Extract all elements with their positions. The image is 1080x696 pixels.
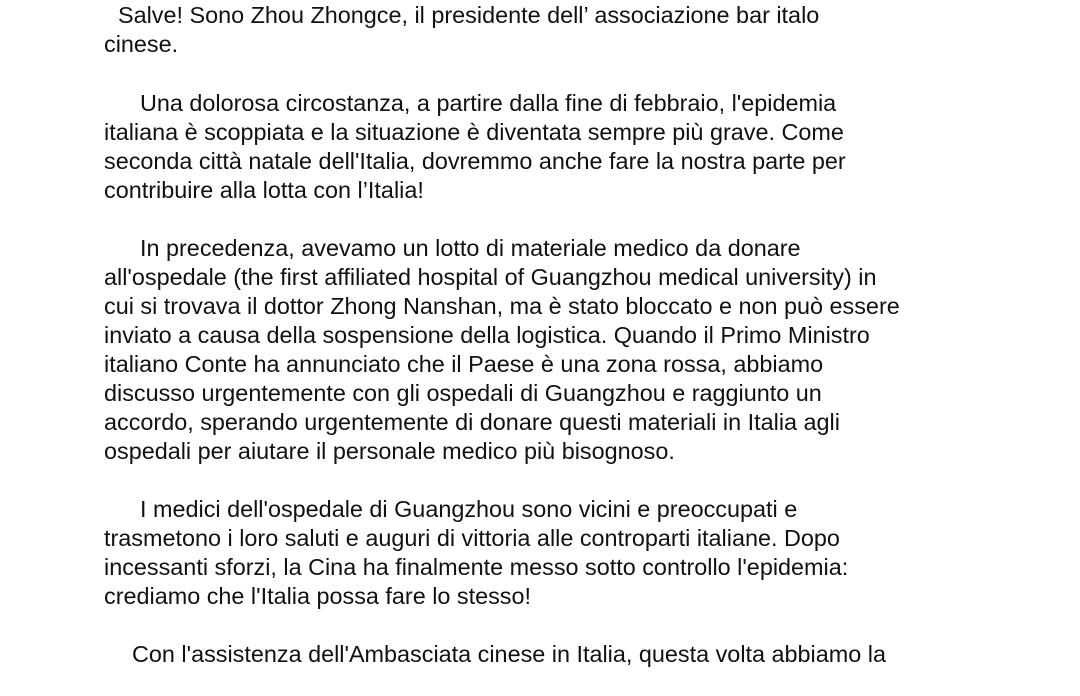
paragraph-line: italiano Conte ha annunciato che il Paese è una zona rossa, abbiamo [104,351,824,377]
paragraph-line: trasmetono i loro saluti e auguri di vittoria alle controparti italiane. Dopo [104,525,840,551]
paragraph-donation [104,234,1004,466]
paragraph-doctors [104,495,1004,611]
paragraph-line: discusso urgentemente con gli ospedali di Guangzhou e raggiunto un [104,380,822,406]
paragraph-embassy [104,640,1004,669]
paragraph-line: Una dolorosa circostanza, a partire dalla fine di febbraio, l'epidemia [140,90,837,116]
paragraph-greeting [104,1,1004,59]
paragraph-line: Salve! Sono Zhou Zhongce, il presidente dell’ associazione bar italo [118,2,820,28]
paragraph-line: all'ospedale (the first affiliated hospital of Guangzhou medical university) in [104,264,877,290]
paragraph-line: inviato a causa della sospensione della logistica. Quando il Primo Ministro [104,322,870,348]
paragraph-line: incessanti sforzi, la Cina ha finalmente messo sotto controllo l'epidemia: [104,554,849,580]
paragraph-line: ospedali per aiutare il personale medico più bisognoso. [104,438,675,464]
paragraph-line: accordo, sperando urgentemente di donare questi materiali in Italia agli [104,409,840,435]
paragraph-line: seconda città natale dell'Italia, dovremmo anche fare la nostra parte per [104,148,846,174]
paragraph-line: contribuire alla lotta con l’Italia! [104,177,424,203]
document-page [104,0,1004,696]
paragraph-line: I medici dell'ospedale di Guangzhou sono vicini e preoccupati e [140,496,798,522]
paragraph-line: italiana è scoppiata e la situazione è diventata sempre più grave. Come [104,119,844,145]
paragraph-line: cui si trovava il dottor Zhong Nanshan, ma è stato bloccato e non può essere [104,293,900,319]
paragraph-epidemic [104,89,1004,205]
paragraph-line: Con l'assistenza dell'Ambasciata cinese in Italia, questa volta abbiamo la [132,641,886,667]
paragraph-line: crediamo che l'Italia possa fare lo stesso! [104,583,532,609]
paragraph-line: cinese. [104,31,179,57]
paragraph-line: In precedenza, avevamo un lotto di materiale medico da donare [140,235,801,261]
